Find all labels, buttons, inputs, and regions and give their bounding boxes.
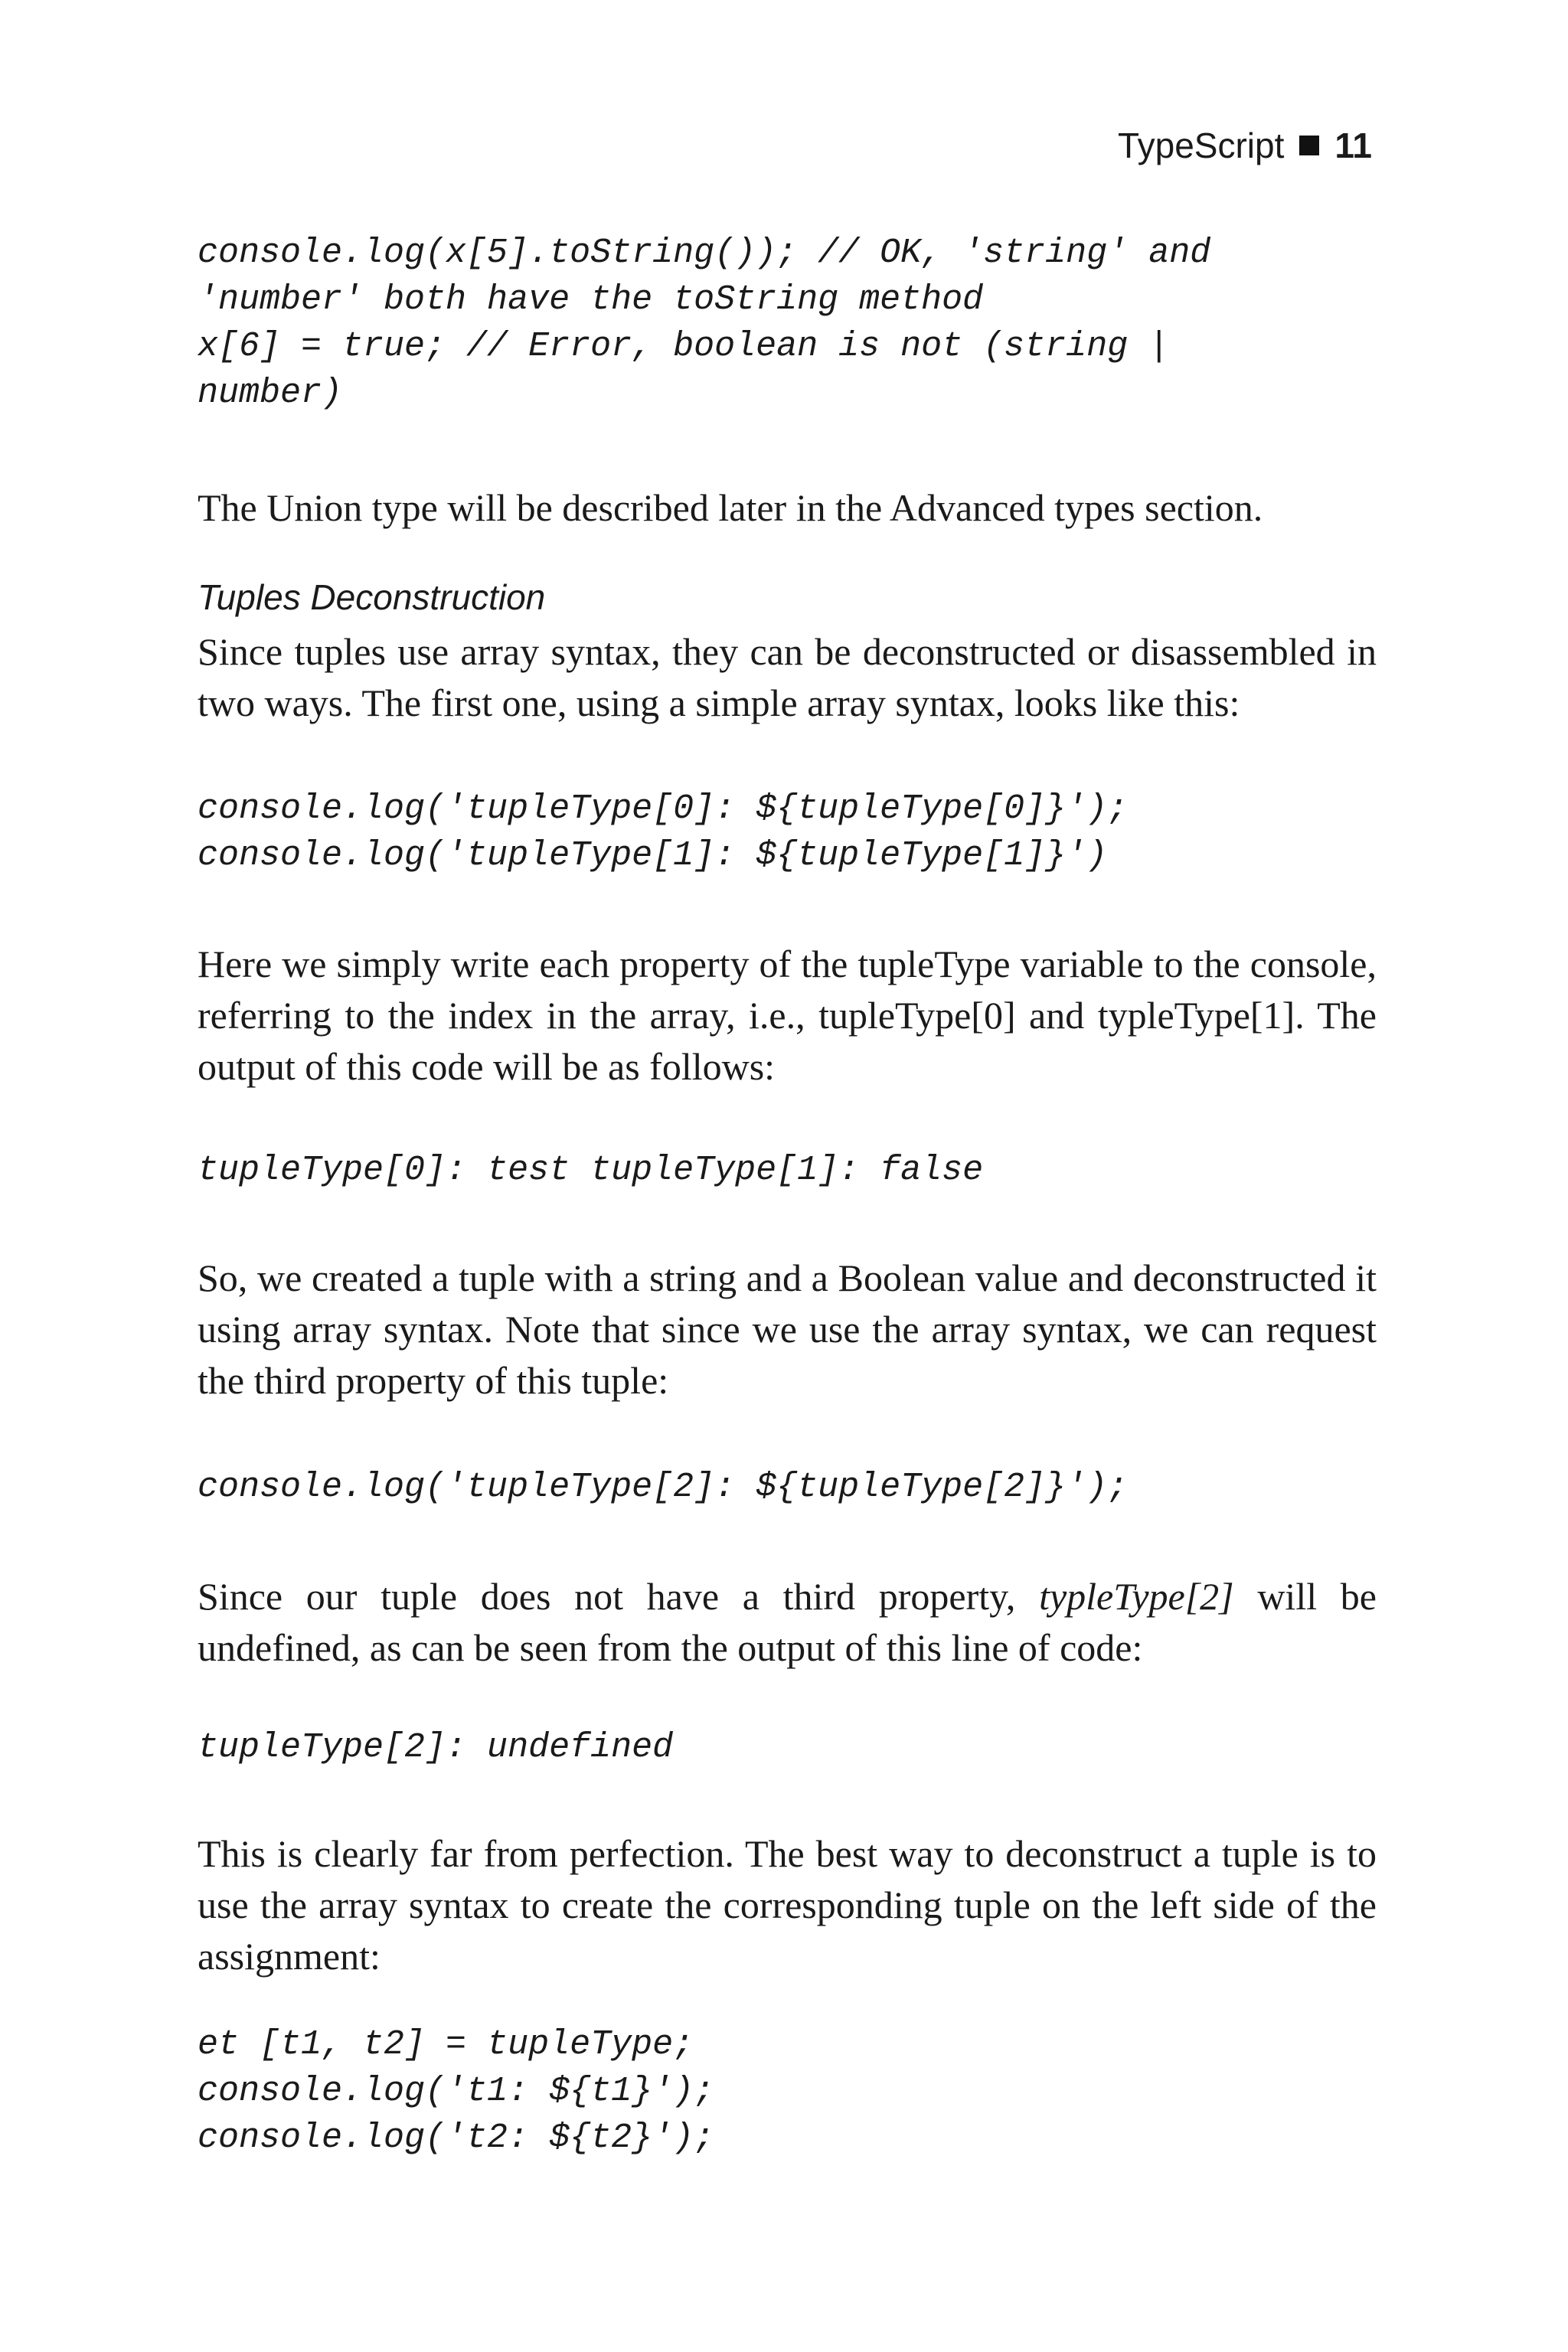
code-block-console-log-tuple — [198, 786, 1392, 879]
paragraph-undefined — [198, 1571, 1377, 1674]
code-line: console.log('tupleType[2]: ${tupleType[2]}'); — [198, 1468, 1129, 1507]
code-block-output — [198, 1147, 1392, 1194]
paragraph-explanation: Here we simply write each property of the tupleType variable to the console, referring to the index in the array, i.e., tupleType[0] and typleType[1]. The output of this code will be as follows: — [198, 942, 1377, 1088]
section-title: TypeScript — [1118, 126, 1285, 165]
code-block-destructuring — [198, 2021, 1392, 2161]
code-line: x[6] = true; // Error, boolean is not (string | — [198, 327, 1170, 366]
code-line: console.log('tupleType[1]: ${tupleType[1]}') — [198, 836, 1108, 875]
subheading-tuples-deconstruction: Tuples Deconstruction — [198, 577, 546, 617]
code-block-undefined-output — [198, 1724, 1392, 1771]
code-line: number) — [198, 374, 343, 413]
code-line: et [t1, t2] = tupleType; — [198, 2025, 694, 2064]
text-segment: will be undefined, as can be seen from the output of this line of code: — [198, 1575, 1377, 1669]
code-block-third-property — [198, 1464, 1392, 1511]
paragraph-deconstructed: So, we created a tuple with a string and a Boolean value and deconstructed it using array syntax. Note that since we use the array syntax, we can request the third property of this tuple: — [198, 1256, 1377, 1402]
code-line: console.log('tupleType[0]: ${tupleType[0]}'); — [198, 789, 1129, 828]
code-line: 'number' both have the toString method — [198, 280, 984, 319]
running-header — [1118, 124, 1372, 167]
emphasis-text: typleType[2] — [1039, 1575, 1234, 1618]
paragraph-best-way: This is clearly far from perfection. The best way to deconstruct a tuple is to use the array syntax to create the corresponding tuple on the left side of the assignment: — [198, 1832, 1377, 1978]
code-line: console.log(x[5].toString()); // OK, 'string' and — [198, 234, 1211, 273]
paragraph-union-note: The Union type will be described later in the Advanced types section. — [198, 486, 1263, 529]
square-bullet-icon — [1299, 136, 1319, 155]
code-line: tupleType[2]: undefined — [198, 1728, 674, 1767]
code-line: console.log('t2: ${t2}'); — [198, 2118, 715, 2158]
text-segment: Since our tuple does not have a third property, — [198, 1575, 1040, 1618]
code-block-union-example — [198, 230, 1392, 416]
page-number: 11 — [1334, 126, 1372, 165]
code-line: tupleType[0]: test tupleType[1]: false — [198, 1151, 984, 1190]
paragraph-tuples-intro: Since tuples use array syntax, they can be deconstructed or disassembled in two ways. The first one, using a simple array syntax, looks like this: — [198, 630, 1377, 724]
code-line: console.log('t1: ${t1}'); — [198, 2072, 715, 2111]
